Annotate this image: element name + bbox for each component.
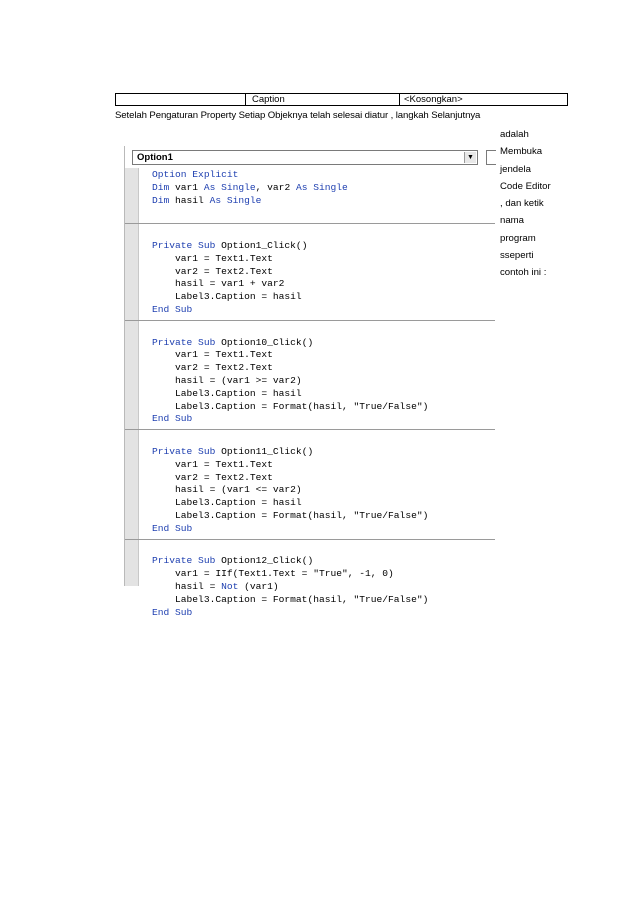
- table-cell-empty: [116, 94, 246, 105]
- code-text: var1 = Text1.Text: [152, 458, 273, 470]
- object-dropdown-value: Option1: [137, 152, 173, 163]
- code-line: [152, 594, 494, 607]
- code-line: [152, 555, 494, 568]
- side-text-line: jendela: [500, 163, 531, 175]
- code-line: [152, 362, 494, 375]
- code-text: Label3.Caption = hasil: [152, 497, 302, 509]
- side-text-line: , dan ketik: [500, 198, 544, 210]
- object-dropdown[interactable]: [132, 150, 478, 165]
- code-area[interactable]: [152, 169, 494, 619]
- side-text-line: contoh ini :: [500, 267, 547, 279]
- property-table-row: [115, 93, 568, 106]
- code-keyword: Private Sub: [152, 239, 222, 251]
- code-text: , var2: [255, 181, 296, 193]
- blank-line: [152, 324, 494, 337]
- code-line: [152, 240, 494, 253]
- code-keyword: End Sub: [152, 303, 193, 315]
- code-line: [152, 253, 494, 266]
- code-line: [152, 304, 494, 317]
- procedure-dropdown[interactable]: [486, 150, 496, 165]
- code-text: hasil = var1 + var2: [152, 278, 285, 290]
- side-text-line: Membuka: [500, 146, 543, 158]
- code-text: Option10_Click(): [221, 336, 314, 348]
- blank-line: [152, 433, 494, 446]
- code-line: [152, 278, 494, 291]
- code-line: [152, 459, 494, 472]
- code-line: [152, 484, 494, 497]
- code-keyword: Private Sub: [152, 336, 222, 348]
- code-text: var1 = IIf(Text1.Text = "True", -1, 0): [152, 568, 394, 580]
- code-editor-window: [124, 146, 494, 618]
- code-keyword: Dim: [152, 181, 176, 193]
- code-text: var1 = Text1.Text: [152, 252, 273, 264]
- procedure-separator: [125, 223, 495, 224]
- code-text: (var1): [238, 580, 279, 592]
- code-text: var2 = Text2.Text: [152, 471, 273, 483]
- side-paragraph: [500, 126, 570, 282]
- code-text: Label3.Caption = hasil: [152, 387, 302, 399]
- blank-line: [152, 543, 494, 556]
- code-keyword: End Sub: [152, 413, 193, 425]
- code-keyword: As Single: [203, 181, 256, 193]
- code-keyword: End Sub: [152, 522, 193, 534]
- code-text: hasil = (var1 <= var2): [152, 484, 302, 496]
- code-line: [152, 446, 494, 459]
- code-keyword: Option Explicit: [152, 169, 239, 180]
- code-line: [152, 169, 494, 182]
- code-text: var1 = Text1.Text: [152, 349, 273, 361]
- code-line: [152, 581, 494, 594]
- code-line: [152, 388, 494, 401]
- side-text-line: sseperti: [500, 250, 534, 262]
- code-line: [152, 266, 494, 279]
- side-text-line: program: [500, 232, 536, 244]
- side-text-line: Code Editor: [500, 180, 551, 192]
- code-text: Label3.Caption = Format(hasil, "True/False"): [152, 509, 429, 521]
- code-line: [152, 472, 494, 485]
- code-line: [152, 401, 494, 414]
- code-text: var2 = Text2.Text: [152, 362, 273, 374]
- side-text-line: adalah: [500, 129, 529, 140]
- chevron-down-icon[interactable]: ▼: [464, 152, 476, 163]
- editor-margin: [125, 168, 139, 586]
- code-line: [152, 568, 494, 581]
- code-keyword: Private Sub: [152, 445, 222, 457]
- table-cell-value: <Kosongkan>: [404, 94, 463, 105]
- code-line: [152, 195, 494, 208]
- code-text: Option1_Click(): [221, 239, 308, 251]
- code-keyword: As Single: [209, 194, 262, 206]
- table-cell-property: Caption: [246, 94, 400, 105]
- code-line: [152, 182, 494, 195]
- blank-line: [152, 207, 494, 220]
- code-line: [152, 349, 494, 362]
- code-line: [152, 291, 494, 304]
- code-text: hasil: [175, 194, 210, 206]
- code-line: [152, 413, 494, 426]
- code-keyword: Dim: [152, 194, 176, 206]
- code-text: Label3.Caption = Format(hasil, "True/False"): [152, 593, 429, 605]
- code-text: Label3.Caption = Format(hasil, "True/False"): [152, 400, 429, 412]
- intro-paragraph: Setelah Pengaturan Property Setiap Objeknya telah selesai diatur , langkah Selanjutnya: [115, 110, 481, 121]
- code-line: [152, 497, 494, 510]
- code-line: [152, 607, 494, 620]
- side-text-line: nama: [500, 215, 524, 227]
- code-keyword: End Sub: [152, 606, 193, 618]
- code-text: var1: [175, 181, 204, 193]
- code-text: var2 = Text2.Text: [152, 265, 273, 277]
- code-line: [152, 523, 494, 536]
- code-text: Option11_Click(): [221, 445, 314, 457]
- code-line: [152, 337, 494, 350]
- procedure-separator: [125, 429, 495, 430]
- code-text: hasil =: [152, 580, 222, 592]
- procedure-separator: [125, 539, 495, 540]
- code-keyword: Private Sub: [152, 555, 222, 567]
- code-line: [152, 510, 494, 523]
- code-text: hasil = (var1 >= var2): [152, 374, 302, 386]
- code-line: [152, 375, 494, 388]
- code-text: Label3.Caption = hasil: [152, 291, 302, 303]
- code-keyword: As Single: [295, 181, 348, 193]
- procedure-separator: [125, 320, 495, 321]
- code-text: Option12_Click(): [221, 555, 314, 567]
- code-keyword: Not: [221, 580, 239, 592]
- blank-line: [152, 227, 494, 240]
